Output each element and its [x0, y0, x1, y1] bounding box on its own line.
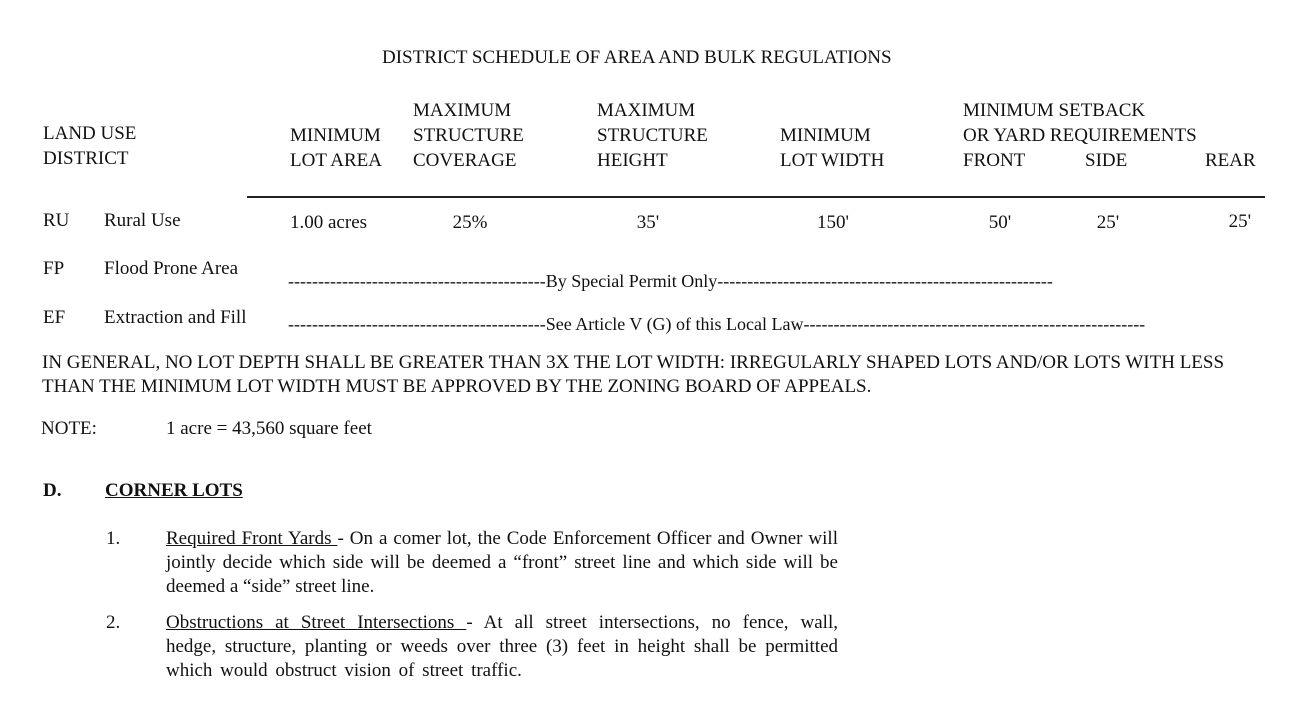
row-ru-height: 35': [636, 212, 660, 233]
header-height-line1: MAXIMUM: [597, 100, 696, 121]
header-rule: [247, 196, 1265, 198]
header-setback: [963, 98, 1197, 148]
row-fp-span: -------------------------------------------By Special Permit Only--------------------------------------------------------: [288, 271, 1053, 291]
item-2-paragraph: [166, 611, 838, 683]
item-1-paragraph: [166, 527, 838, 599]
row-ef-span: -------------------------------------------See Article V (G) of this Local Law---------------------------------------------------------: [288, 314, 1146, 334]
item-1-heading: Required Front Yards: [166, 528, 338, 549]
header-setback-line1: MINIMUM SETBACK: [963, 100, 1146, 121]
row-fp-name: Flood Prone Area: [104, 258, 239, 279]
row-ru-rear: 25': [1228, 211, 1251, 232]
header-width-line1: MINIMUM: [780, 125, 871, 146]
header-height: [597, 98, 708, 173]
header-coverage: [413, 98, 524, 173]
header-side: SIDE: [1085, 150, 1128, 171]
header-coverage-line1: MAXIMUM: [413, 100, 512, 121]
row-ru-code: RU: [43, 210, 70, 231]
page-title: DISTRICT SCHEDULE OF AREA AND BULK REGULATIONS: [382, 47, 892, 68]
header-height-line2: STRUCTURE: [597, 125, 708, 146]
row-ef-name: Extraction and Fill: [104, 307, 247, 328]
header-lot-area: [290, 123, 382, 173]
header-coverage-line2: STRUCTURE: [413, 125, 524, 146]
header-land-use-line2: DISTRICT: [43, 148, 129, 169]
item-1-text: - On a comer lot, the Code Enforcement Officer and Owner will jointly decide which side will be deemed a “front” street line and which side will be deemed a “side” street line.: [166, 528, 838, 597]
header-land-use: [43, 121, 136, 171]
row-ru-width: 150': [817, 212, 849, 233]
item-2-heading: Obstructions at Street Intersections: [166, 612, 467, 633]
header-lot-area-line1: MINIMUM: [290, 125, 381, 146]
note-label: NOTE:: [41, 418, 97, 439]
header-rear: REAR: [1205, 150, 1256, 171]
header-land-use-line1: LAND USE: [43, 123, 137, 144]
row-ru-lot-area: 1.00 acres: [290, 212, 368, 233]
section-letter: D.: [43, 480, 62, 501]
section-title-text: CORNER LOTS: [105, 480, 243, 501]
item-2-number: 2.: [106, 612, 121, 633]
row-ef-code: EF: [43, 307, 66, 328]
row-ru-coverage: 25%: [452, 212, 488, 233]
item-2-text: - At all street intersections, no fence, wall, hedge, structure, planting or weeds over three (3) feet in height shall be permitted which would obstruct vision of street traffic.: [166, 612, 838, 681]
header-front: FRONT: [963, 150, 1026, 171]
general-paragraph: IN GENERAL, NO LOT DEPTH SHALL BE GREATER THAN 3X THE LOT WIDTH: IRREGULARLY SHAPED LOTS AND/OR LOTS WITH LESS THAN THE MINIMUM LOT WIDTH MUST BE APPROVED BY THE ZONING BOARD OF APPEALS.: [42, 352, 1225, 397]
header-width: [780, 123, 884, 173]
note-text: 1 acre = 43,560 square feet: [166, 418, 372, 439]
header-height-line3: HEIGHT: [597, 150, 668, 171]
row-fp-code: FP: [43, 258, 65, 279]
row-ru-front: 50': [988, 212, 1012, 233]
header-width-line2: LOT WIDTH: [780, 150, 885, 171]
row-ru-name: Rural Use: [104, 210, 181, 231]
row-ru-side: 25': [1096, 212, 1120, 233]
header-setback-line2: OR YARD REQUIREMENTS: [963, 125, 1197, 146]
header-lot-area-line2: LOT AREA: [290, 150, 383, 171]
section-title: [105, 479, 243, 503]
header-coverage-line3: COVERAGE: [413, 150, 517, 171]
item-1-number: 1.: [106, 528, 121, 549]
